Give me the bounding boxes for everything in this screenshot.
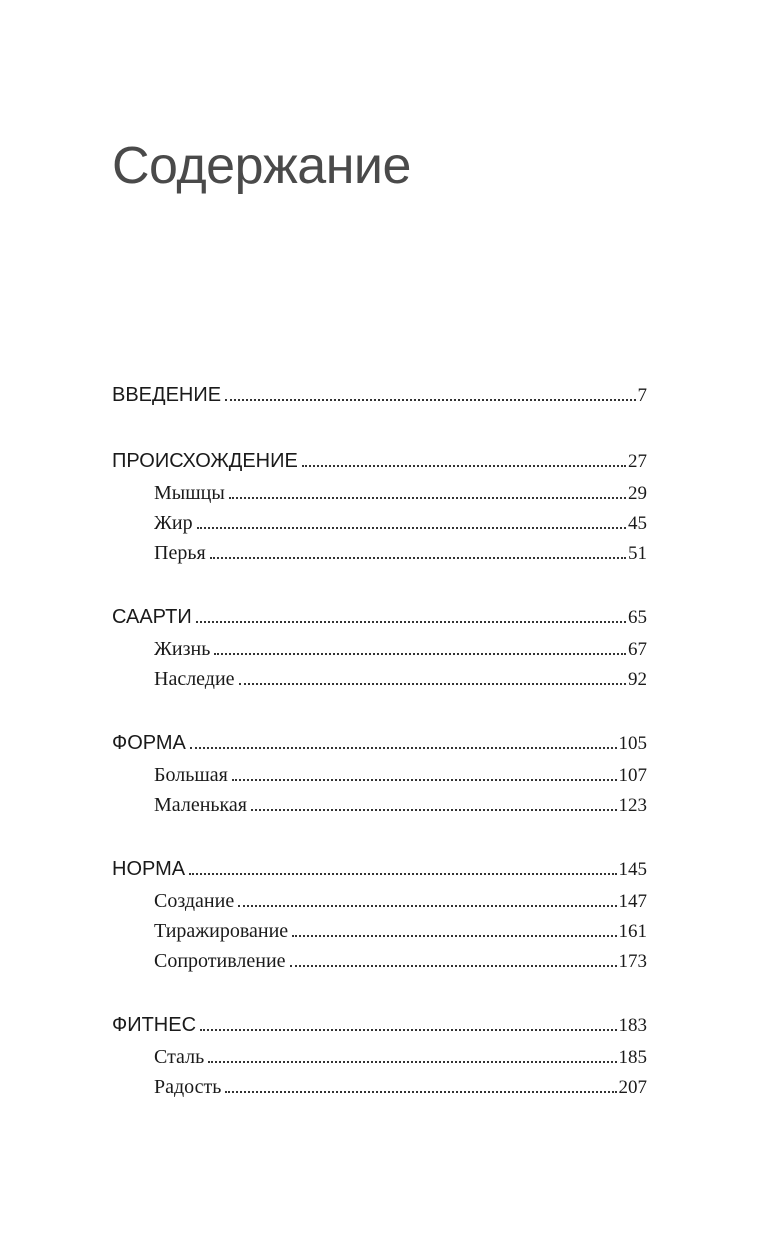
toc-chapter-row[interactable]: [112, 794, 647, 824]
toc-chapter-title: Тиражирование: [154, 920, 289, 942]
toc-chapter-row[interactable]: [112, 764, 647, 794]
dot-leader: [251, 809, 616, 811]
toc-page-number: 185: [618, 1047, 647, 1068]
toc-part-title: НОРМА: [112, 858, 186, 880]
dot-leader: [189, 873, 616, 875]
dot-leader: [232, 779, 617, 781]
toc-part-title: ФИТНЕС: [112, 1014, 197, 1036]
toc-chapter-title: Наследие: [154, 668, 235, 690]
dot-leader: [196, 621, 626, 623]
dot-leader: [200, 1029, 616, 1031]
toc-chapter-title: Создание: [154, 890, 235, 912]
toc-part-row[interactable]: [112, 606, 647, 638]
toc-page-number: 51: [628, 543, 647, 564]
toc-part-row[interactable]: [112, 450, 647, 482]
toc-part-title: ПРОИСХОЖДЕНИЕ: [112, 450, 298, 472]
toc-part-title: ФОРМА: [112, 732, 186, 754]
toc-section-origin: [112, 450, 647, 572]
toc-chapter-title: Мышцы: [154, 482, 225, 504]
toc-chapter-title: Радость: [154, 1076, 222, 1098]
toc-chapter-row[interactable]: [112, 542, 647, 572]
toc-section-introduction: [112, 384, 647, 416]
toc-page-number: 105: [618, 733, 647, 754]
toc-page-number: 207: [618, 1077, 647, 1098]
toc-chapter-row[interactable]: [112, 920, 647, 950]
toc-chapter-row[interactable]: [112, 950, 647, 980]
dot-leader: [197, 527, 626, 529]
toc-section-fitness: [112, 1014, 647, 1106]
toc-chapter-title: Жир: [154, 512, 193, 534]
toc-chapter-row[interactable]: [112, 668, 647, 698]
toc-page-number: 92: [628, 669, 647, 690]
toc-page-number: 145: [618, 859, 647, 880]
toc-page-number: 107: [618, 765, 647, 786]
toc-section-norm: [112, 858, 647, 980]
toc-chapter-row[interactable]: [112, 890, 647, 920]
toc-page-number: 45: [628, 513, 647, 534]
toc-chapter-title: Перья: [154, 542, 206, 564]
toc-page-number: 29: [628, 483, 647, 504]
dot-leader: [214, 653, 626, 655]
dot-leader: [225, 1091, 616, 1093]
dot-leader: [238, 905, 616, 907]
dot-leader: [210, 557, 626, 559]
toc-chapter-row[interactable]: [112, 1046, 647, 1076]
dot-leader: [302, 465, 626, 467]
toc-chapter-title: Сталь: [154, 1046, 205, 1068]
page-title: Содержание: [112, 137, 411, 195]
toc-page-number: 147: [618, 891, 647, 912]
toc-part-title: СААРТИ: [112, 606, 192, 628]
dot-leader: [208, 1061, 616, 1063]
toc-page-number: 67: [628, 639, 647, 660]
toc-chapter-title: Большая: [154, 764, 228, 786]
toc-section-saarti: [112, 606, 647, 698]
dot-leader: [290, 965, 617, 967]
toc-chapter-row[interactable]: [112, 482, 647, 512]
toc-section-form: [112, 732, 647, 824]
toc-chapter-row[interactable]: [112, 512, 647, 542]
dot-leader: [229, 497, 626, 499]
toc-page-number: 123: [618, 795, 647, 816]
dot-leader: [292, 935, 616, 937]
toc-page-number: 173: [618, 951, 647, 972]
table-of-contents: [112, 384, 647, 1140]
toc-page-number: 7: [637, 385, 647, 406]
dot-leader: [239, 683, 626, 685]
toc-part-row[interactable]: [112, 858, 647, 890]
toc-part-title: ВВЕДЕНИЕ: [112, 384, 222, 406]
toc-part-row[interactable]: [112, 732, 647, 764]
toc-part-row[interactable]: [112, 384, 647, 416]
toc-chapter-row[interactable]: [112, 638, 647, 668]
toc-chapter-row[interactable]: [112, 1076, 647, 1106]
toc-chapter-title: Жизнь: [154, 638, 211, 660]
dot-leader: [190, 747, 617, 749]
toc-page-number: 27: [628, 451, 647, 472]
toc-page-number: 161: [618, 921, 647, 942]
toc-chapter-title: Сопротивление: [154, 950, 286, 972]
toc-page-number: 65: [628, 607, 647, 628]
dot-leader: [225, 399, 635, 401]
toc-page-number: 183: [618, 1015, 647, 1036]
toc-chapter-title: Маленькая: [154, 794, 248, 816]
toc-part-row[interactable]: [112, 1014, 647, 1046]
